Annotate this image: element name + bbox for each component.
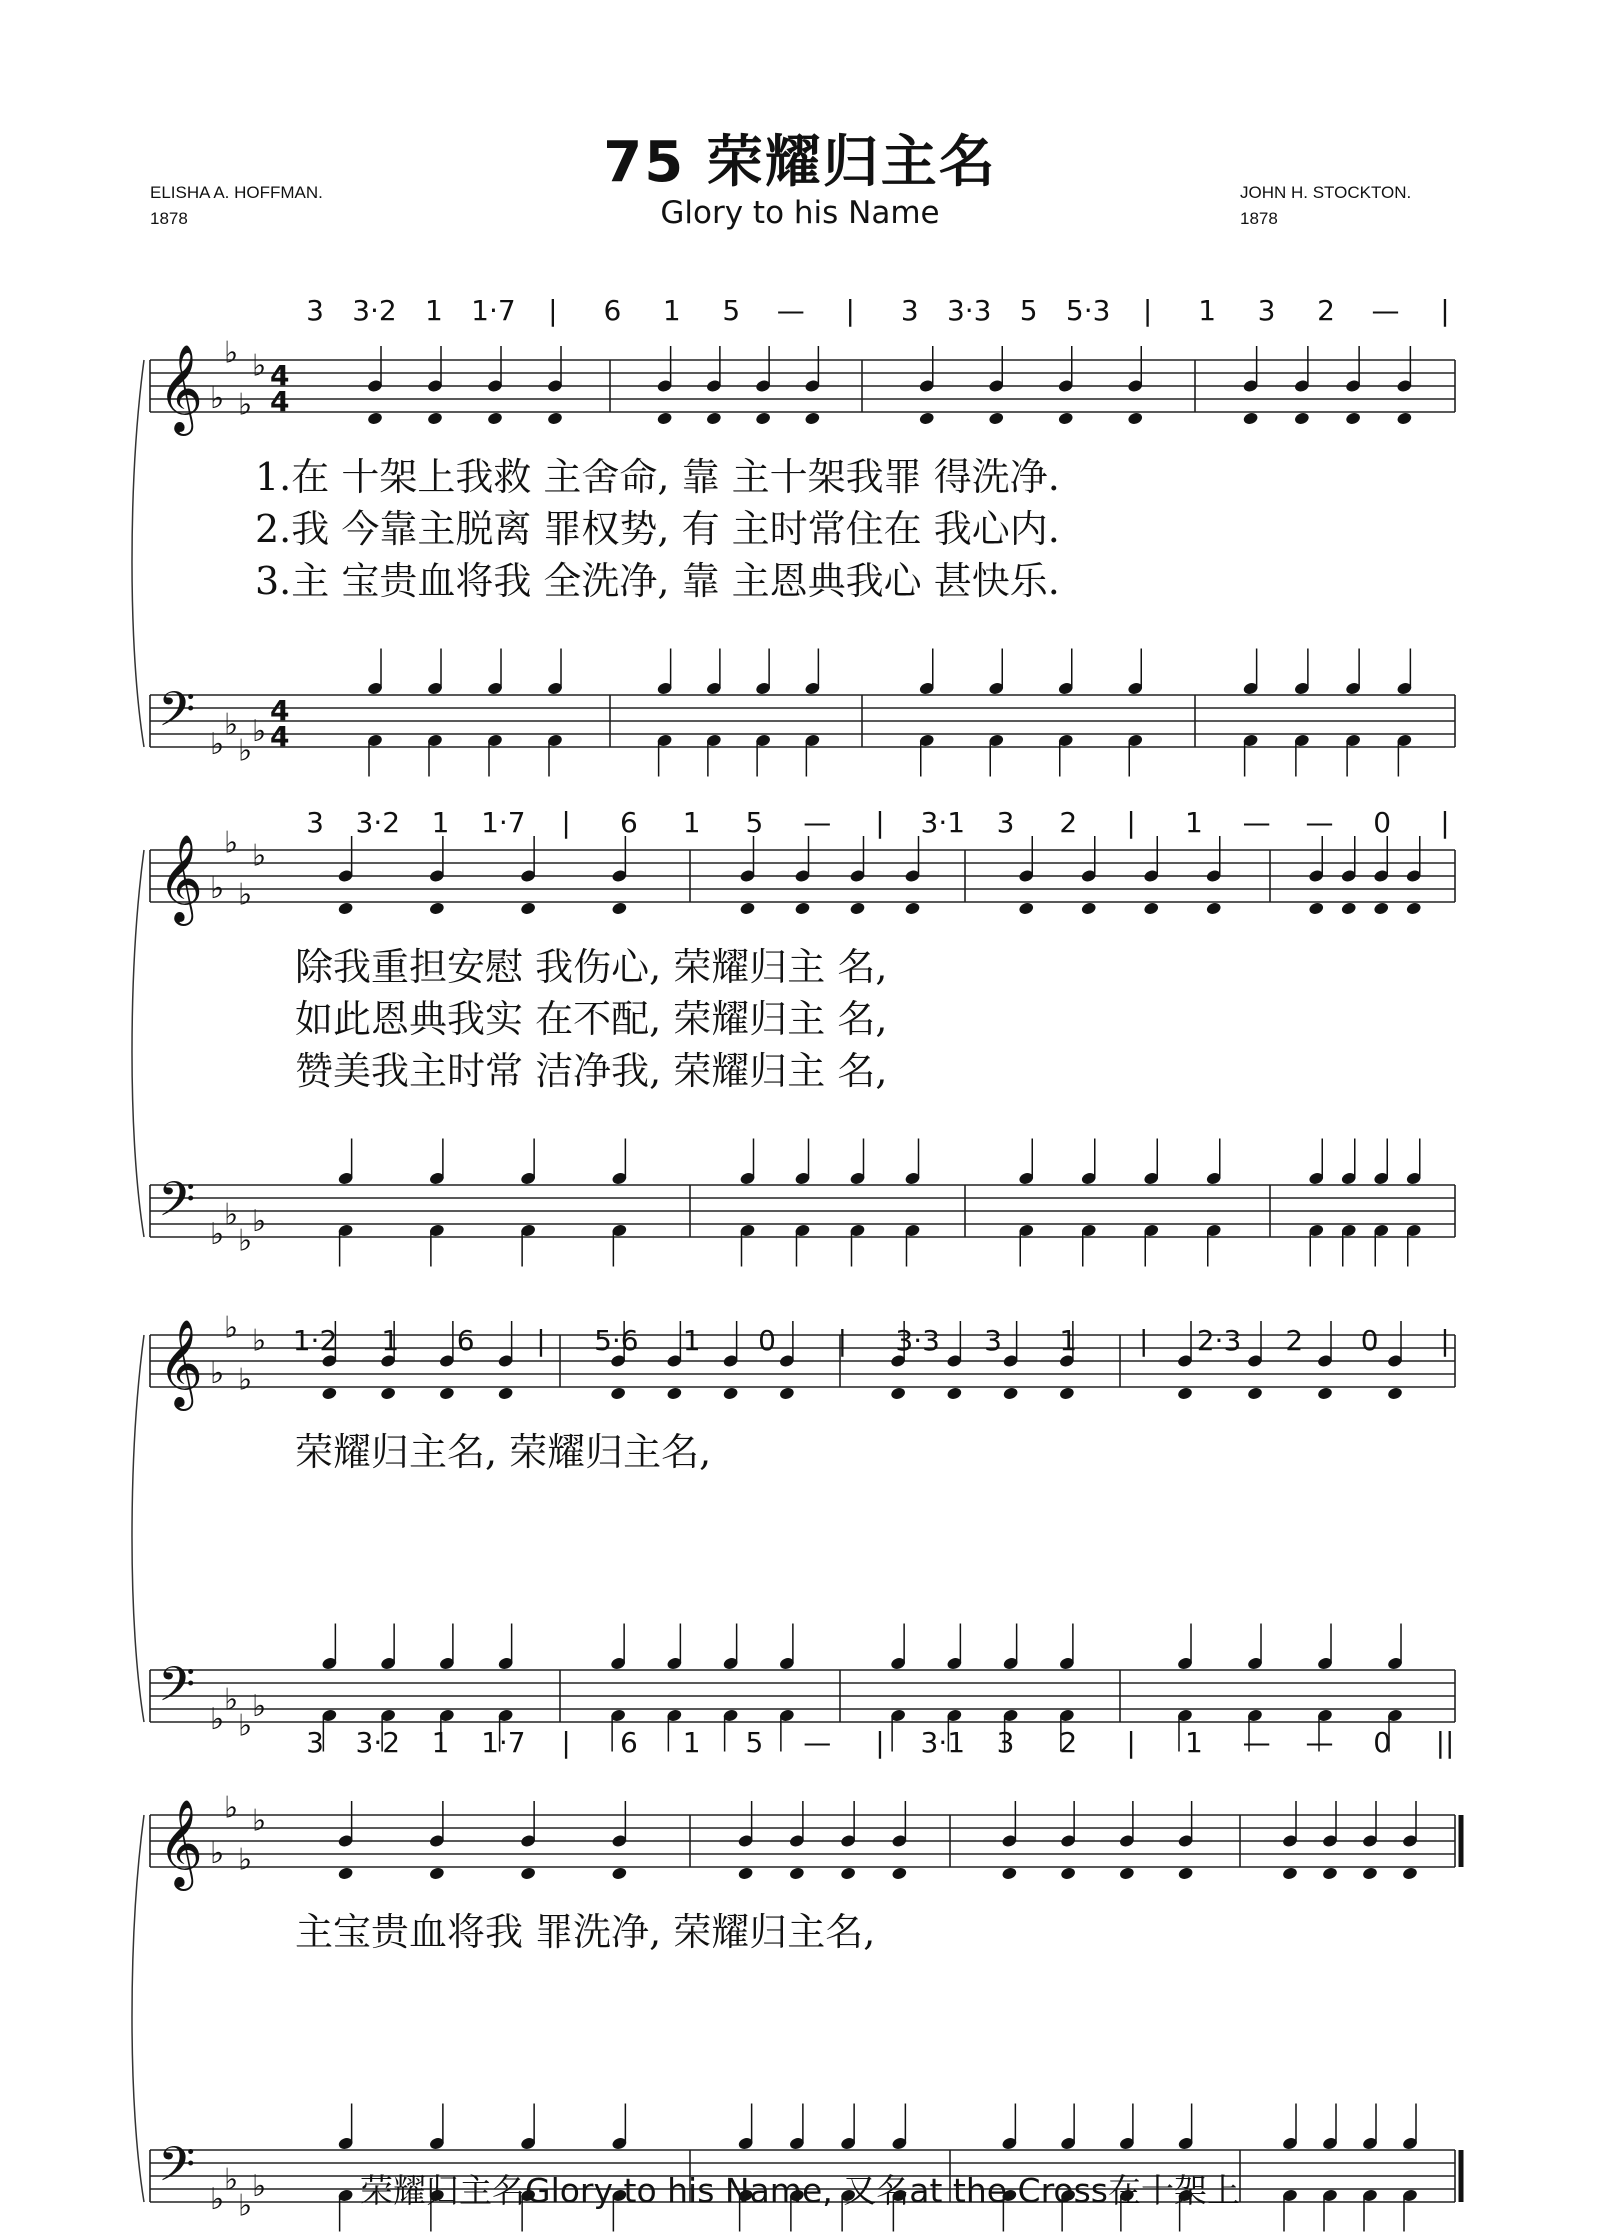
flat-icon: ♭: [238, 387, 253, 423]
jianpu-note: 0: [1373, 1726, 1392, 1759]
note-head: [1322, 1866, 1339, 1881]
note-head: [439, 1386, 456, 1401]
jianpu-barline: |: [1440, 806, 1450, 839]
jianpu-row: [306, 1726, 1454, 1759]
bass-notes: [367, 649, 1413, 777]
note-head: [1294, 411, 1311, 426]
jianpu-note: 3·2: [355, 1726, 401, 1759]
jianpu-note: 6: [619, 1726, 638, 1759]
flat-icon: ♭: [210, 871, 225, 906]
note-head: [1177, 1386, 1194, 1401]
note-head: [904, 901, 921, 916]
note-head: [1387, 1386, 1404, 1401]
bass-staff: [150, 681, 1455, 769]
lyrics-block: [295, 945, 887, 1093]
jianpu-note: 1·7: [471, 294, 516, 327]
flat-icon: ♭: [210, 2182, 225, 2217]
note-head: [321, 1386, 338, 1401]
jianpu-note: 3: [984, 1324, 1002, 1357]
jianpu-barline: |: [561, 1726, 571, 1759]
flat-icon: ♭: [238, 1362, 253, 1398]
time-signature-numerator: 4: [270, 694, 290, 727]
jianpu-barline: |: [1138, 1324, 1149, 1357]
lyric-line: 赞美我主时常 洁净我, 荣耀归主 名,: [295, 1049, 888, 1093]
jianpu-note: 1: [1059, 1324, 1078, 1357]
jianpu-barline: |: [1142, 294, 1153, 327]
jianpu-barline: |: [536, 1324, 546, 1357]
jianpu-note: 2·3: [1196, 1324, 1242, 1357]
note-head: [794, 901, 811, 916]
treble-clef-icon: 𝄞: [158, 1798, 203, 1887]
flat-icon: ♭: [252, 1689, 267, 1724]
bass-clef-icon: 𝄢: [158, 1171, 196, 1239]
note-head: [1317, 1386, 1334, 1401]
bass-clef-icon: 𝄢: [158, 1656, 196, 1724]
jianpu-note: 0: [758, 1324, 776, 1357]
composer-year: 1878: [1240, 209, 1278, 228]
jianpu-note: 1: [431, 1726, 450, 1759]
lyrics-block: [255, 455, 1060, 603]
jianpu-note: 1·7: [481, 1726, 526, 1759]
note-head: [804, 411, 821, 426]
system-brace: [132, 1335, 144, 1722]
jianpu-note: 3: [1257, 294, 1276, 327]
flat-icon: ♭: [252, 1803, 267, 1839]
note-head: [610, 1386, 627, 1401]
flat-icon: ♭: [224, 1310, 239, 1346]
jianpu-note: 2: [1285, 1324, 1304, 1357]
flat-icon: ♭: [238, 2188, 253, 2224]
note-head: [666, 1386, 683, 1401]
jianpu-barline: |: [561, 806, 571, 839]
flat-icon: ♭: [210, 1217, 225, 1252]
jianpu-note: 3: [306, 806, 324, 839]
note-head: [429, 901, 446, 916]
note-head: [1373, 901, 1390, 916]
note-head: [1127, 411, 1144, 426]
note-head: [1308, 901, 1325, 916]
jianpu-barline: |: [1440, 294, 1450, 327]
flat-icon: ♭: [238, 733, 253, 769]
jianpu-note: 5·3: [1065, 294, 1111, 327]
jianpu-note: 3·2: [355, 806, 401, 839]
jianpu-barline: |: [875, 806, 885, 839]
note-head: [789, 1866, 806, 1881]
lyricist-name: ELISHA A. HOFFMAN.: [150, 183, 323, 202]
lyric-line: 1.在 十架上我救 主舍命, 靠 主十架我罪 得洗净.: [255, 455, 1060, 499]
jianpu-row: [306, 294, 1450, 327]
jianpu-note: 1: [425, 294, 443, 327]
footer-note: 荣耀归主名Glory to his Name, 又名at the Cross在十架上: [360, 2171, 1240, 2210]
jianpu-row: [306, 806, 1450, 839]
jianpu-note: 1·7: [481, 806, 526, 839]
note-head: [1362, 1866, 1379, 1881]
note-head: [1405, 901, 1422, 916]
note-head: [611, 901, 628, 916]
flat-icon: ♭: [252, 2169, 267, 2204]
flat-icon: ♭: [210, 1836, 225, 1871]
note-head: [1002, 1386, 1019, 1401]
note-head: [1340, 901, 1357, 916]
note-head: [1018, 901, 1035, 916]
note-head: [337, 901, 354, 916]
note-head: [1345, 411, 1362, 426]
jianpu-note: —: [776, 294, 805, 327]
jianpu-note: 5·6: [594, 1324, 639, 1357]
jianpu-barline: |: [837, 1324, 848, 1357]
jianpu-note: 1: [381, 1324, 400, 1357]
jianpu-note: —: [1305, 806, 1334, 839]
flat-icon: ♭: [210, 1702, 225, 1737]
note-head: [520, 1866, 537, 1881]
flat-icon: ♭: [224, 335, 239, 371]
jianpu-note: 3: [996, 806, 1015, 839]
note-head: [427, 411, 444, 426]
system-brace: [132, 360, 144, 747]
jianpu-note: 5: [745, 806, 764, 839]
note-head: [755, 411, 772, 426]
flat-icon: ♭: [210, 727, 225, 762]
jianpu-note: 1: [682, 806, 701, 839]
note-head: [722, 1386, 739, 1401]
bass-clef-icon: 𝄢: [158, 681, 196, 749]
jianpu-note: 5: [1019, 294, 1038, 327]
flat-icon: ♭: [252, 1204, 267, 1239]
lyric-line: 主宝贵血将我 罪洗净, 荣耀归主名,: [295, 1910, 876, 1954]
note-head: [1282, 1866, 1299, 1881]
lyric-line: 荣耀归主名, 荣耀归主名,: [295, 1430, 712, 1474]
flat-icon: ♭: [224, 1197, 239, 1233]
time-signature-denominator: 4: [270, 385, 290, 418]
bass-clef-icon: 𝄢: [158, 2136, 196, 2204]
note-head: [1080, 901, 1097, 916]
jianpu-note: —: [1371, 294, 1400, 327]
flat-icon: ♭: [210, 1356, 225, 1391]
note-head: [1119, 1866, 1136, 1881]
time-signature-numerator: 4: [270, 359, 290, 392]
hymn-subtitle: Glory to his Name: [660, 195, 940, 231]
note-head: [1396, 411, 1413, 426]
jianpu-note: 1: [682, 1324, 701, 1357]
note-head: [520, 901, 537, 916]
treble-clef-icon: 𝄞: [158, 343, 203, 432]
jianpu-note: —: [803, 1726, 832, 1759]
lyric-line: 除我重担安慰 我伤心, 荣耀归主 名,: [295, 945, 888, 989]
flat-icon: ♭: [252, 1323, 267, 1359]
flat-icon: ♭: [252, 348, 267, 384]
jianpu-note: 1: [431, 806, 450, 839]
system-brace: [132, 850, 144, 1237]
jianpu-note: 6: [456, 1324, 475, 1357]
flat-icon: ♭: [252, 714, 267, 749]
jianpu-note: 1·2: [292, 1324, 338, 1357]
jianpu-barline: ||: [1435, 1726, 1455, 1759]
flat-icon: ♭: [252, 838, 267, 874]
jianpu-note: 6: [619, 806, 638, 839]
jianpu-note: 1: [1184, 1726, 1203, 1759]
time-signature-denominator: 4: [270, 720, 290, 753]
bass-notes: [337, 1139, 1422, 1267]
jianpu-barline: |: [1440, 1324, 1450, 1357]
jianpu-note: 3: [996, 1726, 1015, 1759]
jianpu-barline: |: [845, 294, 855, 327]
note-head: [367, 411, 384, 426]
flat-icon: ♭: [224, 707, 239, 743]
note-head: [547, 411, 564, 426]
note-head: [1205, 901, 1222, 916]
note-head: [1247, 1386, 1264, 1401]
note-head: [946, 1386, 963, 1401]
flat-icon: ♭: [224, 2162, 239, 2198]
bass-staff: [150, 1171, 1455, 1259]
treble-clef-icon: 𝄞: [158, 833, 203, 922]
flat-icon: ♭: [224, 1790, 239, 1826]
note-head: [337, 1866, 354, 1881]
jianpu-note: 5: [722, 294, 741, 327]
note-head: [1060, 1866, 1077, 1881]
note-head: [840, 1866, 857, 1881]
note-head: [1177, 1866, 1194, 1881]
note-head: [1143, 901, 1160, 916]
note-head: [1001, 1866, 1018, 1881]
note-head: [890, 1386, 907, 1401]
jianpu-note: 3: [900, 294, 919, 327]
lyrics-block: [295, 1430, 711, 1474]
jianpu-note: 3: [306, 1726, 324, 1759]
jianpu-note: 6: [603, 294, 622, 327]
jianpu-note: 2: [1317, 294, 1335, 327]
jianpu-note: —: [1242, 1726, 1271, 1759]
jianpu-note: 1: [662, 294, 681, 327]
note-head: [1057, 411, 1074, 426]
jianpu-barline: |: [1126, 806, 1136, 839]
note-head: [429, 1866, 446, 1881]
note-head: [497, 1386, 514, 1401]
flat-icon: ♭: [224, 825, 239, 861]
jianpu-note: 1: [1198, 294, 1217, 327]
jianpu-note: 2: [1059, 806, 1078, 839]
note-head: [891, 1866, 908, 1881]
note-head: [849, 901, 866, 916]
jianpu-barline: |: [1126, 1726, 1136, 1759]
flat-icon: ♭: [238, 1842, 253, 1878]
lyrics-block: [295, 1910, 875, 1954]
note-head: [739, 901, 756, 916]
lyricist-year: 1878: [150, 209, 188, 228]
jianpu-note: 3·3: [946, 294, 992, 327]
note-head: [611, 1866, 628, 1881]
jianpu-note: 1: [682, 1726, 701, 1759]
jianpu-note: 0: [1373, 806, 1392, 839]
jianpu-note: 0: [1360, 1324, 1379, 1357]
jianpu-note: —: [1242, 806, 1271, 839]
jianpu-row: [293, 1324, 1450, 1357]
system-brace: [132, 1815, 144, 2202]
jianpu-note: 2: [1059, 1726, 1078, 1759]
jianpu-note: 3·1: [920, 806, 966, 839]
note-head: [737, 1866, 754, 1881]
note-head: [487, 411, 504, 426]
treble-clef-icon: 𝄞: [158, 1318, 203, 1407]
note-head: [1059, 1386, 1076, 1401]
flat-icon: ♭: [210, 381, 225, 416]
note-head: [380, 1386, 397, 1401]
jianpu-note: —: [803, 806, 832, 839]
jianpu-note: 3·1: [920, 1726, 966, 1759]
lyric-line: 如此恩典我实 在不配, 荣耀归主 名,: [295, 997, 888, 1041]
note-head: [779, 1386, 796, 1401]
note-head: [656, 411, 673, 426]
flat-icon: ♭: [238, 1223, 253, 1259]
note-head: [706, 411, 723, 426]
treble-staff: [150, 336, 1455, 437]
jianpu-barline: |: [548, 294, 558, 327]
note-head: [1402, 1866, 1419, 1881]
hymn-title: 75 荣耀归主名: [603, 130, 997, 195]
jianpu-note: 3·2: [352, 294, 397, 327]
jianpu-note: 1: [1184, 806, 1203, 839]
composer-name: JOHN H. STOCKTON.: [1240, 183, 1412, 202]
flat-icon: ♭: [224, 1682, 239, 1718]
note-head: [1242, 411, 1259, 426]
flat-icon: ♭: [238, 877, 253, 913]
lyric-line: 2.我 今靠主脱离 罪权势, 有 主时常住在 我心内.: [255, 507, 1060, 551]
jianpu-note: 3·3: [895, 1324, 940, 1357]
jianpu-barline: |: [875, 1726, 885, 1759]
jianpu-note: 5: [745, 1726, 764, 1759]
jianpu-note: 3: [306, 294, 324, 327]
jianpu-note: —: [1305, 1726, 1334, 1759]
note-head: [918, 411, 935, 426]
note-head: [988, 411, 1005, 426]
lyric-line: 3.主 宝贵血将我 全洗净, 靠 主恩典我心 甚快乐.: [255, 559, 1060, 603]
flat-icon: ♭: [238, 1708, 253, 1744]
